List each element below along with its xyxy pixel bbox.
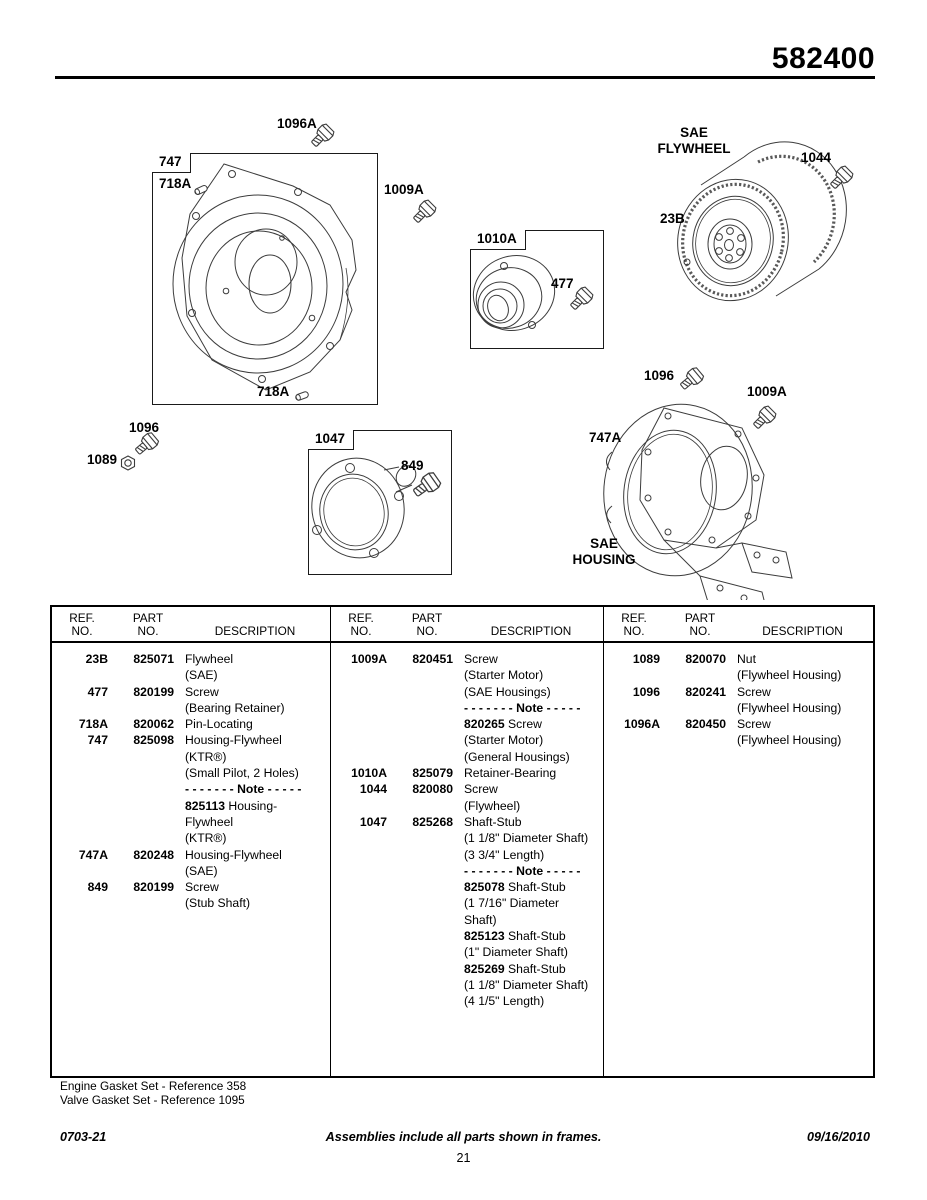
sae-flywheel-drawing	[665, 142, 847, 313]
table-row: (Flywheel)	[464, 798, 521, 813]
table-row: 477 820199 Screw	[87, 684, 219, 699]
part-callout: 1089	[87, 452, 118, 467]
gasket-note: Valve Gasket Set - Reference 1095	[60, 1092, 245, 1107]
part-callout: 849	[401, 458, 424, 473]
table-header: REF. NO. PART NO. DESCRIPTION	[331, 607, 603, 643]
table-row: (3 3/4" Length)	[464, 847, 545, 862]
parts-column	[330, 607, 603, 1076]
assembly-frame-1010a	[470, 230, 604, 349]
table-row: (SAE Housings)	[464, 684, 551, 699]
table-row: 1044 820080 Screw	[359, 782, 498, 797]
table-row: 1047 825268 Shaft-Stub	[359, 814, 522, 829]
table-row: (1" Diameter Shaft)	[464, 945, 568, 960]
table-row: - - - - - - - Note - - - - -	[464, 700, 581, 715]
part-callout: 1096	[644, 368, 675, 383]
bolt-icon	[827, 165, 854, 192]
table-row: (1 1/8" Diameter Shaft)	[464, 831, 589, 846]
page-number: 21	[456, 1151, 471, 1165]
nut-icon	[122, 456, 135, 470]
page-title: 582400	[771, 42, 875, 75]
part-callout: 747A	[589, 430, 622, 445]
part-callout: SAE HOUSING	[572, 536, 636, 567]
table-row: Flywheel	[185, 814, 234, 829]
table-row: 825123 Shaft-Stub	[464, 929, 566, 944]
table-row: (General Housings)	[464, 749, 570, 764]
gasket-note: Engine Gasket Set - Reference 358	[60, 1079, 247, 1093]
table-row: (SAE)	[185, 668, 218, 683]
gasket-notes	[60, 1080, 246, 1107]
bolt-icon	[410, 199, 437, 226]
table-row: (4 1/5" Length)	[464, 994, 545, 1009]
table-row: - - - - - - - Note - - - - -	[464, 863, 581, 878]
table-row: Shaft)	[464, 912, 497, 927]
part-callout: 1009A	[747, 384, 787, 399]
table-row: (Small Pilot, 2 Holes)	[185, 766, 299, 781]
table-row: 1009A 820451 Screw	[351, 652, 498, 666]
table-row: 849 820199 Screw	[87, 880, 219, 895]
table-row: 1096 820241 Screw	[632, 684, 771, 699]
table-row: - - - - - - - Note - - - - -	[185, 782, 302, 797]
part-callout: 718A	[159, 176, 192, 191]
part-callout: 1044	[801, 150, 832, 165]
part-callout: SAE FLYWHEEL	[657, 125, 731, 156]
frame-label: 1047	[308, 430, 354, 450]
table-row: 1010A 825079 Retainer-Bearing	[351, 766, 557, 781]
table-row: (Bearing Retainer)	[185, 700, 285, 715]
table-row: 825078 Shaft-Stub	[464, 880, 566, 895]
table-header: REF. NO. PART NO. DESCRIPTION	[604, 607, 873, 643]
part-callout: 1096	[129, 420, 160, 435]
table-row: (Starter Motor)	[464, 668, 544, 683]
footer-date: 09/16/2010	[806, 1130, 870, 1144]
bolt-icon	[750, 405, 777, 432]
table-row: (KTR®)	[185, 831, 227, 846]
table-row: (KTR®)	[185, 749, 227, 764]
page-footer	[0, 1130, 927, 1148]
bolt-icon	[678, 366, 705, 392]
parts-column	[52, 607, 330, 1076]
table-row: 747A 820248 Housing-Flywheel	[78, 847, 282, 862]
table-row: 1096A 820450 Screw	[624, 717, 771, 732]
parts-column	[603, 607, 873, 1076]
table-row: 747 825098 Housing-Flywheel	[87, 733, 282, 748]
table-row: (Stub Shaft)	[185, 896, 251, 911]
footer-note: Assemblies include all parts shown in frames.	[325, 1130, 602, 1144]
part-callout: 1009A	[384, 182, 424, 197]
parts-table	[50, 605, 875, 1078]
table-row: 820265 Screw	[464, 717, 542, 732]
table-row: 1089 820070 Nut	[632, 652, 756, 666]
part-callout: 23B	[660, 211, 685, 226]
table-row: 718A 820062 Pin-Locating	[78, 717, 253, 732]
frame-label: 1010A	[470, 230, 526, 250]
table-row: (Flywheel Housing)	[737, 700, 842, 715]
table-row: (SAE)	[185, 863, 218, 878]
part-callout: 718A	[257, 384, 290, 399]
table-row: (1 1/8" Diameter Shaft)	[464, 977, 589, 992]
assembly-frame-1047	[308, 430, 452, 575]
part-callout: 477	[551, 276, 574, 291]
footer-revision: 0703-21	[60, 1130, 107, 1144]
table-row: (Flywheel Housing)	[737, 733, 842, 748]
table-header: REF. NO. PART NO. DESCRIPTION	[52, 607, 330, 643]
part-callout: 1096A	[277, 116, 317, 131]
table-row: 23B 825071 Flywheel	[85, 652, 234, 666]
frame-label: 747	[152, 153, 191, 173]
table-row: 825113 Housing-	[185, 798, 278, 813]
table-row: (1 7/16" Diameter	[464, 896, 560, 911]
table-row: 825269 Shaft-Stub	[464, 961, 566, 976]
table-row: (Starter Motor)	[464, 733, 544, 748]
table-row: (Flywheel Housing)	[737, 668, 842, 683]
